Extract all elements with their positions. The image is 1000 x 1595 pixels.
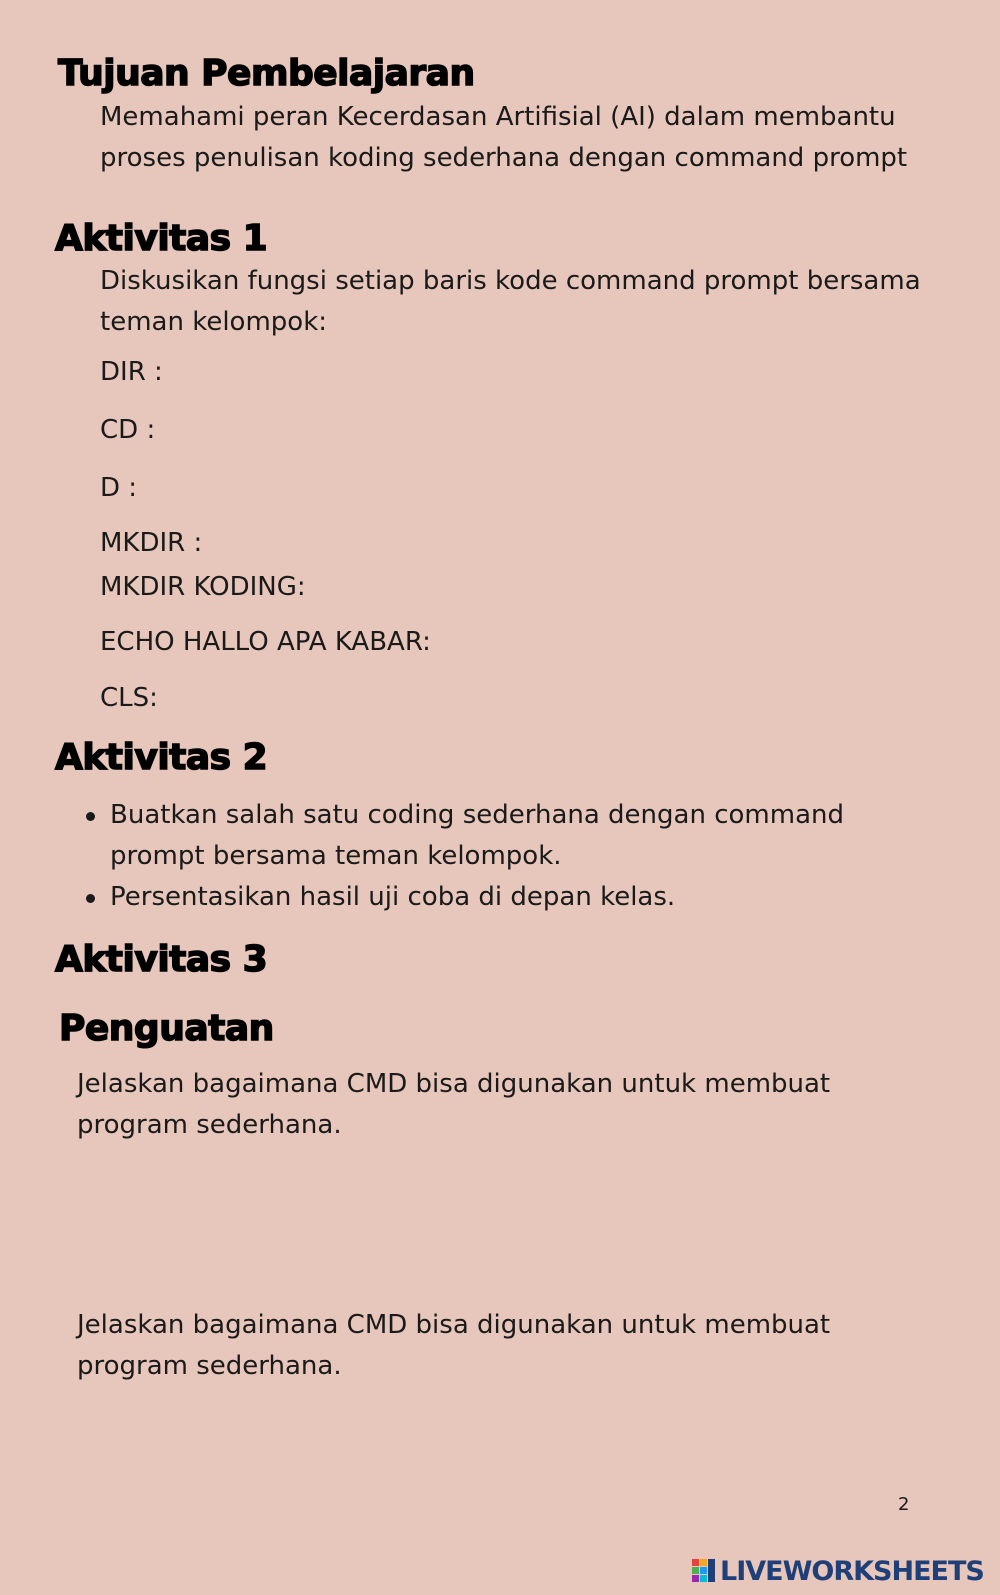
tujuan-line-1: Memahami peran Kecerdasan Artifisial (AI) dalam membantu [100,102,896,132]
aktivitas3-heading: Aktivitas 3 [55,939,268,980]
command-cls: CLS: [100,683,158,713]
aktivitas1-intro-line-1: Diskusikan fungsi setiap baris kode command prompt bersama [100,266,921,296]
aktivitas2-heading: Aktivitas 2 [55,737,268,778]
bullet-icon [86,894,95,903]
command-echo: ECHO HALLO APA KABAR: [100,627,431,657]
question-1-line-2: program sederhana. [77,1110,342,1140]
bullet-2-line-1: Persentasikan hasil uji coba di depan kelas. [110,882,676,912]
bullet-1-line-1: Buatkan salah satu coding sederhana dengan command [110,800,844,830]
brand-logo[interactable] [692,1556,984,1586]
aktivitas2-list [86,795,844,918]
aktivitas1-heading: Aktivitas 1 [55,218,268,259]
brand-name: LIVEWORKSHEETS [720,1555,984,1587]
bullet-1-line-2: prompt bersama teman kelompok. [110,841,562,871]
liveworksheets-logo-icon [692,1559,716,1583]
command-mkdir-koding: MKDIR KODING: [100,572,306,602]
tujuan-heading: Tujuan Pembelajaran [58,53,475,94]
command-d: D : [100,473,138,503]
penguatan-question-1 [77,1064,830,1146]
question-1-line-1: Jelaskan bagaimana CMD bisa digunakan untuk membuat [77,1069,831,1099]
tujuan-line-2: proses penulisan koding sederhana dengan command prompt [100,143,908,173]
penguatan-heading: Penguatan [59,1008,274,1049]
list-item [86,795,844,877]
tujuan-text [100,97,907,179]
list-item [86,877,844,918]
page-number: 2 [898,1494,910,1515]
penguatan-question-2 [77,1305,830,1387]
command-dir: DIR : [100,357,163,387]
bullet-icon [86,812,95,821]
question-2-line-1: Jelaskan bagaimana CMD bisa digunakan untuk membuat [77,1310,831,1340]
aktivitas1-intro-line-2: teman kelompok: [100,307,328,337]
question-2-line-2: program sederhana. [77,1351,342,1381]
command-cd: CD : [100,415,156,445]
command-mkdir: MKDIR : [100,528,203,558]
aktivitas1-intro [100,261,921,343]
